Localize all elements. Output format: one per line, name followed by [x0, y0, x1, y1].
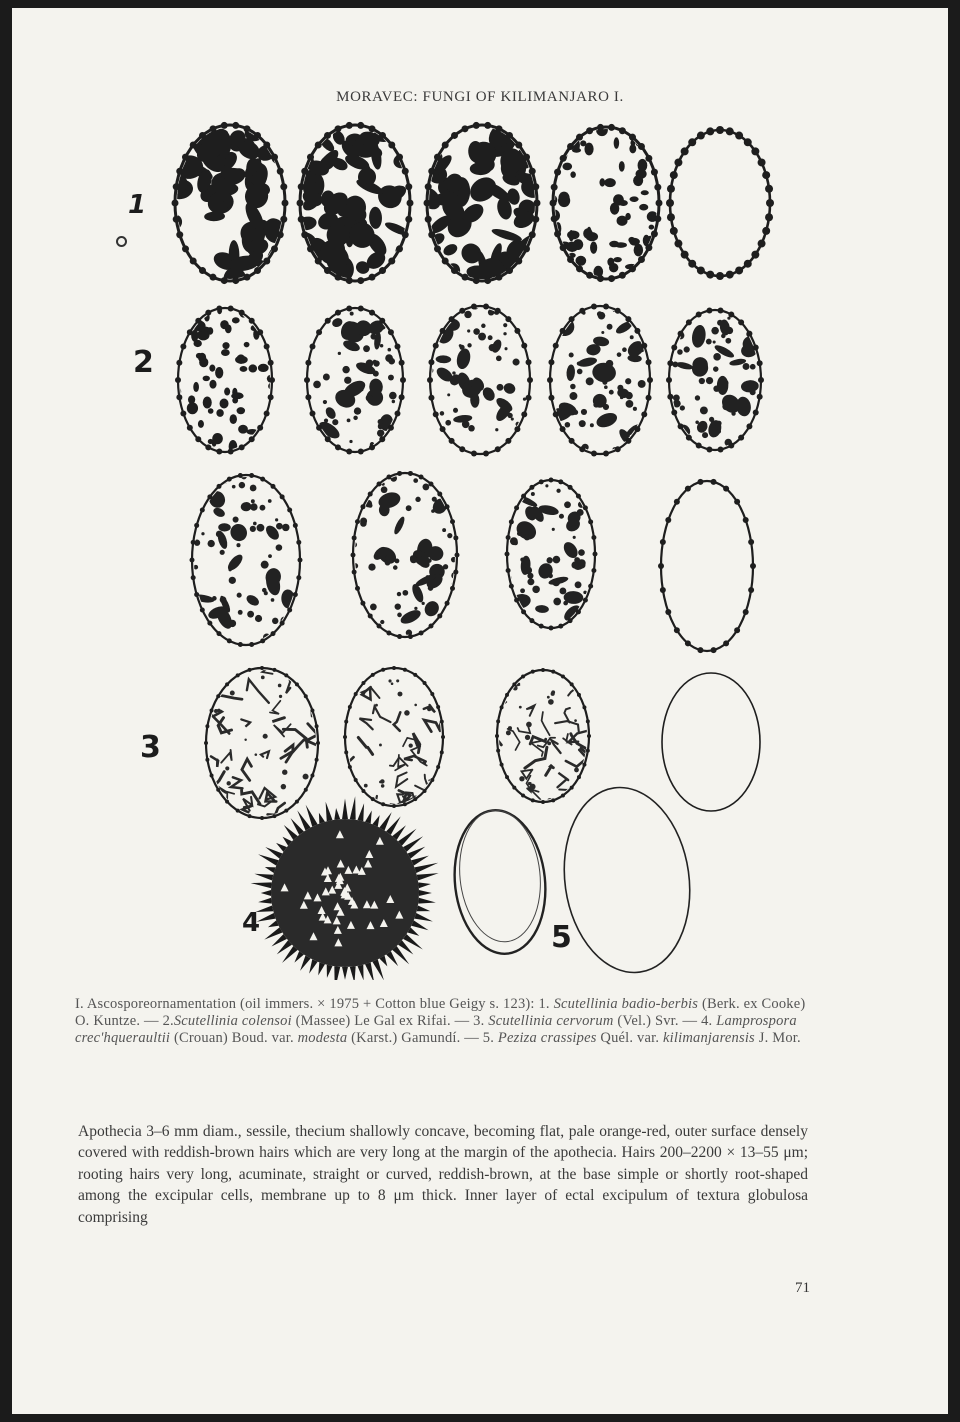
caption-lead: I. Ascosporeornamentation (oil immers. × 1975 + Cotton blue Geigy s. 123): 1.	[75, 996, 550, 1012]
caption-authority-5: Quél. var.	[600, 1030, 660, 1047]
running-head: MORAVEC: FUNGI OF KILIMANJARO I.	[336, 89, 624, 105]
spore-2g	[351, 471, 460, 639]
caption-variety-5: kilimanjarensis	[663, 1030, 755, 1047]
spore-1d	[548, 124, 662, 283]
spore-2d	[547, 304, 653, 457]
caption-species-4: Lamprospora crec'hqueraultii	[75, 1013, 797, 1047]
figure-number-5: 5	[551, 920, 572, 955]
caption-variety-authority-4: (Karst.) Gamundí. — 5.	[351, 1030, 495, 1047]
figure-caption	[75, 996, 810, 1048]
caption-species-3: Scutellinia cervorum	[488, 1013, 614, 1030]
spore-2h	[505, 478, 598, 631]
caption-variety-authority-5: J. Mor.	[758, 1030, 801, 1047]
caption-species-5: Peziza crassipes	[497, 1030, 597, 1047]
figure-number-3: 3	[140, 730, 161, 765]
spore-3b	[343, 665, 458, 813]
spore-1c	[412, 114, 546, 294]
spore-2a	[175, 306, 275, 457]
figure-number-1: 1	[128, 190, 147, 220]
figure-dot-marker	[116, 236, 127, 247]
caption-variety-4: modesta	[297, 1030, 348, 1047]
body-paragraph: Apothecia 3–6 mm diam., sessile, thecium shallowly concave, becoming flat, pale orange-red, outer surface densely covered with reddish-brown hairs which are very long at the margin of the apothecia. Hairs 200–2200 × 13–55 μm; rooting hairs very long, acuminate, straight or curved, reddish-brown, at the base simple or shortly root-shaped among the excipular cells, membrane up to 8 μm thick. Inner layer of ectal excipulum of textura globulosa comprising	[78, 1123, 808, 1226]
spore-1b	[281, 122, 421, 284]
spore-5-smooth	[448, 779, 702, 980]
figure-number-2: 2	[133, 345, 154, 380]
spore-2c	[427, 304, 533, 457]
spore-2b	[304, 306, 406, 455]
caption-species-1: Scutellinia badio-berbis	[553, 996, 699, 1012]
figure-number-4: 4	[242, 908, 261, 938]
spore-3d	[662, 673, 760, 811]
spore-1e	[666, 126, 774, 280]
page-number: 71	[795, 1280, 810, 1296]
spore-2e	[666, 308, 764, 453]
caption-authority-1: (Berk. ex Cooke) O. Kuntze. — 2.	[75, 996, 806, 1030]
caption-authority-3: (Vel.) Svr. — 4.	[617, 1013, 713, 1030]
caption-authority-2: (Massee) Le Gal ex Rifai. — 3.	[295, 1013, 485, 1030]
spore-3c	[480, 661, 592, 804]
caption-species-2: Scutellinia colensoi	[173, 1013, 292, 1030]
spore-4-spiny	[251, 796, 439, 980]
spore-2i	[658, 479, 756, 653]
spore-2f	[190, 473, 303, 647]
spore-1a	[166, 122, 293, 294]
caption-authority-4: (Crouan) Boud. var.	[173, 1030, 294, 1047]
spore-3a	[199, 664, 322, 820]
